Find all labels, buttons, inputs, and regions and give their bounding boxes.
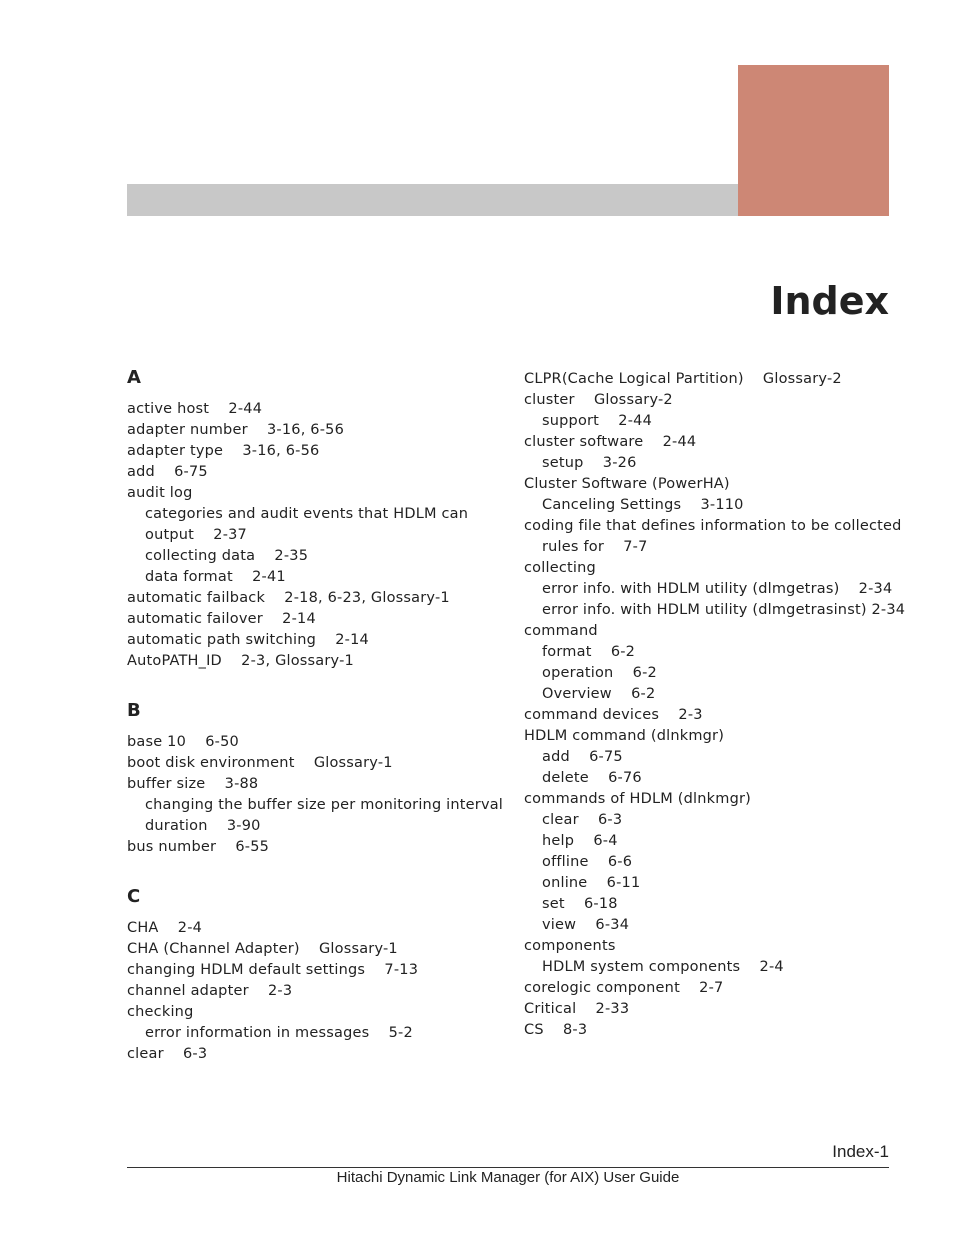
index-subentry: help 6-4 bbox=[542, 833, 618, 849]
index-subentry: add 6-75 bbox=[542, 749, 623, 765]
index-section-letter: B bbox=[127, 700, 141, 721]
index-subentry: clear 6-3 bbox=[542, 812, 623, 828]
index-subentry: HDLM system components 2-4 bbox=[542, 959, 784, 975]
index-column-right bbox=[524, 369, 906, 1041]
index-subentry: data format 2-41 bbox=[145, 569, 286, 585]
index-entry: base 10 6-50 bbox=[127, 734, 239, 750]
index-subentry: format 6-2 bbox=[542, 644, 636, 660]
index-subentry: offline 6-6 bbox=[542, 854, 633, 870]
chapter-header-bar bbox=[127, 184, 738, 216]
index-entry: changing HDLM default settings 7-13 bbox=[127, 962, 419, 978]
index-subentry: set 6-18 bbox=[542, 896, 618, 912]
index-entry: components bbox=[524, 938, 616, 954]
index-subentry: error info. with HDLM utility (dlmgetras) 2-34 bbox=[542, 581, 893, 597]
index-subentry: duration 3-90 bbox=[145, 818, 261, 834]
index-subentry: operation 6-2 bbox=[542, 665, 657, 681]
index-entry: automatic path switching 2-14 bbox=[127, 632, 369, 648]
index-entry: Critical 2-33 bbox=[524, 1001, 630, 1017]
index-entry: CLPR(Cache Logical Partition) Glossary-2 bbox=[524, 371, 842, 387]
index-section-letter: A bbox=[127, 367, 142, 388]
index-entry: active host 2-44 bbox=[127, 401, 263, 417]
index-entry: cluster Glossary-2 bbox=[524, 392, 673, 408]
index-subentry: setup 3-26 bbox=[542, 455, 637, 471]
index-entry: adapter number 3-16, 6-56 bbox=[127, 422, 345, 438]
index-subentry: online 6-11 bbox=[542, 875, 641, 891]
footer-document-title: Hitachi Dynamic Link Manager (for AIX) User Guide bbox=[336, 1169, 680, 1186]
index-subentry: Overview 6-2 bbox=[542, 686, 656, 702]
page-title: Index bbox=[770, 279, 889, 323]
index-entry: CHA (Channel Adapter) Glossary-1 bbox=[127, 941, 398, 957]
index-column-left bbox=[127, 365, 504, 1065]
index-subentry: output 2-37 bbox=[145, 527, 247, 543]
index-entry: cluster software 2-44 bbox=[524, 434, 697, 450]
chapter-accent-block bbox=[738, 65, 889, 216]
index-subentry: error info. with HDLM utility (dlmgetrasinst) 2-34 bbox=[542, 602, 906, 618]
index-entry: buffer size 3-88 bbox=[127, 776, 259, 792]
index-subentry: categories and audit events that HDLM can bbox=[145, 506, 469, 522]
index-entry: commands of HDLM (dlnkmgr) bbox=[524, 791, 752, 807]
index-entry: add 6-75 bbox=[127, 464, 208, 480]
index-entry: corelogic component 2-7 bbox=[524, 980, 724, 996]
index-entry: CS 8-3 bbox=[524, 1022, 588, 1038]
index-entry: audit log bbox=[127, 485, 193, 501]
index-entry: automatic failback 2-18, 6-23, Glossary-1 bbox=[127, 590, 450, 606]
index-entry: channel adapter 2-3 bbox=[127, 983, 293, 999]
index-entry: CHA 2-4 bbox=[127, 920, 203, 936]
index-entry: collecting bbox=[524, 560, 596, 576]
section-spacer bbox=[127, 672, 497, 698]
index-entry: boot disk environment Glossary-1 bbox=[127, 755, 393, 771]
index-subentry: collecting data 2-35 bbox=[145, 548, 309, 564]
index-subentry: support 2-44 bbox=[542, 413, 653, 429]
index-subentry: error information in messages 5-2 bbox=[145, 1025, 413, 1041]
section-spacer bbox=[127, 858, 497, 884]
footer-divider bbox=[127, 1167, 889, 1168]
page-number: Index-1 bbox=[832, 1142, 889, 1161]
index-section-letter: C bbox=[127, 886, 141, 907]
index-subentry: view 6-34 bbox=[542, 917, 630, 933]
index-entry: clear 6-3 bbox=[127, 1046, 208, 1062]
index-entry: command devices 2-3 bbox=[524, 707, 703, 723]
index-entry: Cluster Software (PowerHA) bbox=[524, 476, 730, 492]
index-section bbox=[127, 698, 504, 858]
index-entry: HDLM command (dlnkmgr) bbox=[524, 728, 725, 744]
index-entry: command bbox=[524, 623, 598, 639]
index-entry: bus number 6-55 bbox=[127, 839, 270, 855]
index-entry: automatic failover 2-14 bbox=[127, 611, 316, 627]
index-subentry: delete 6-76 bbox=[542, 770, 642, 786]
index-entry: AutoPATH_ID 2-3, Glossary-1 bbox=[127, 653, 354, 669]
index-section bbox=[127, 884, 497, 1065]
index-subentry: changing the buffer size per monitoring interval bbox=[145, 797, 504, 813]
index-entry: checking bbox=[127, 1004, 194, 1020]
index-entry: coding file that defines information to be collected bbox=[524, 518, 902, 534]
index-subentry: Canceling Settings 3-110 bbox=[542, 497, 744, 513]
index-entry: adapter type 3-16, 6-56 bbox=[127, 443, 320, 459]
index-subentry: rules for 7-7 bbox=[542, 539, 648, 555]
index-section bbox=[127, 365, 497, 672]
